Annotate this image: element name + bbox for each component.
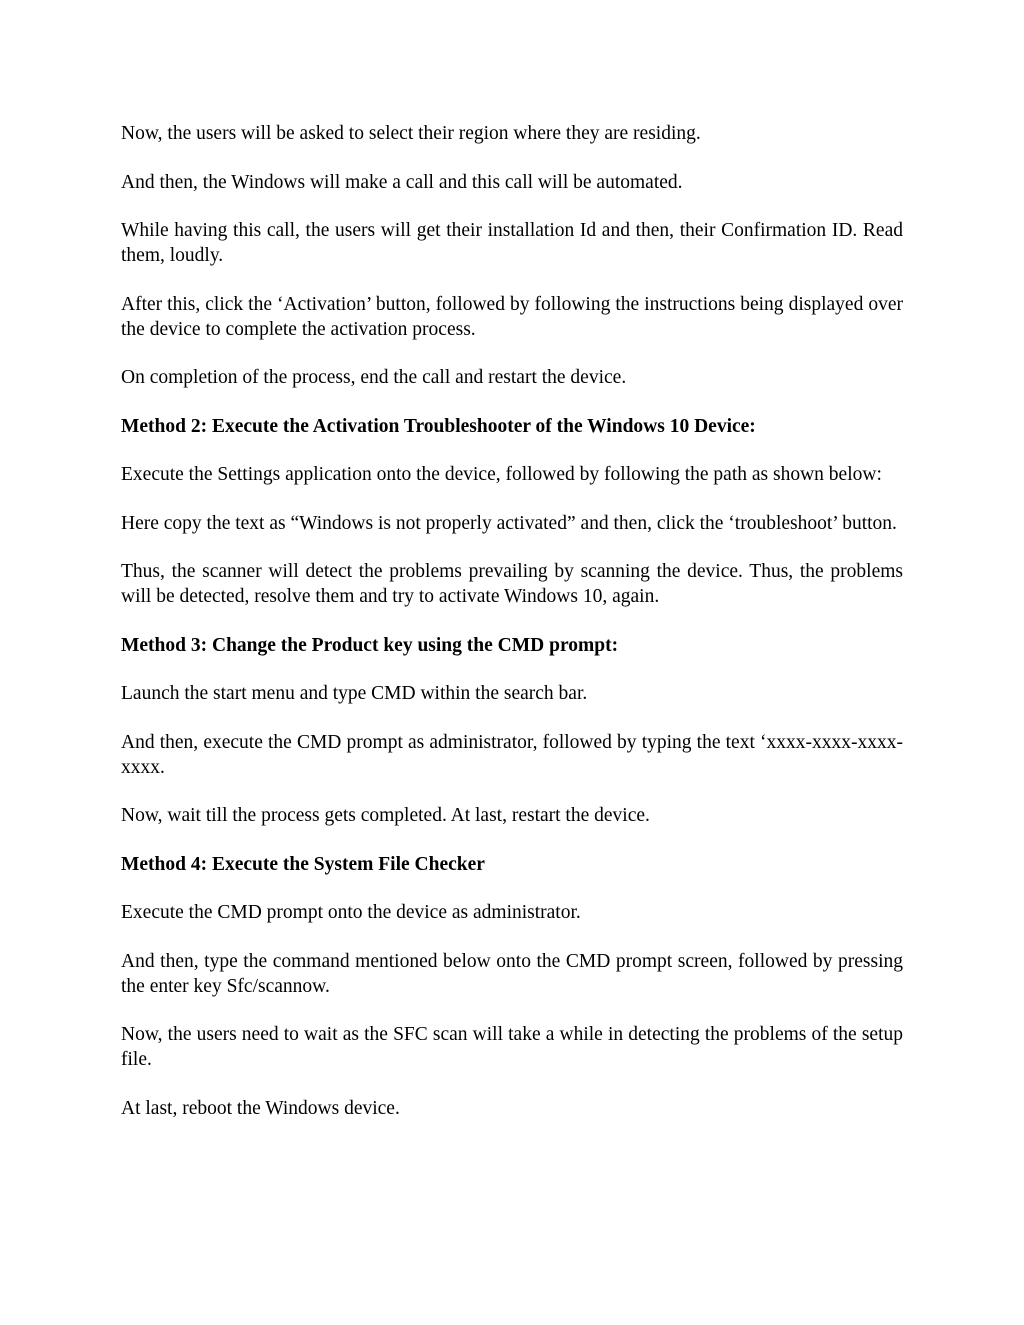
paragraph-settings-path: Execute the Settings application onto the device, followed by following the path as shown below: (121, 464, 882, 485)
paragraph-installation-id: While having this call, the users will get their installation Id and then, their Confirmation ID. Read them, loudly. (121, 220, 903, 266)
paragraph-scanner-detect: Thus, the scanner will detect the problems prevailing by scanning the device. Thus, the problems will be detected, resolve them and try to activate Windows 10, again. (121, 561, 903, 607)
paragraph-cmd-onto-device: Execute the CMD prompt onto the device as administrator. (121, 902, 581, 923)
paragraph-copy-text: Here copy the text as “Windows is not properly activated” and then, click the ‘troubleshoot’ button. (121, 512, 897, 534)
paragraph-wait-restart: Now, wait till the process gets completed. At last, restart the device. (121, 805, 650, 826)
paragraph-automated-call: And then, the Windows will make a call and this call will be automated. (121, 171, 683, 193)
paragraph-sfc-command: And then, type the command mentioned below onto the CMD prompt screen, followed by pressing the enter key Sfc/scannow. (121, 950, 903, 997)
heading-method-4: Method 4: Execute the System File Checker (121, 853, 485, 875)
paragraph-cmd-admin-key: And then, execute the CMD prompt as administrator, followed by typing the text ‘xxxx-xxxx-xxxx-xxxx. (121, 731, 903, 778)
heading-method-2: Method 2: Execute the Activation Troubleshooter of the Windows 10 Device: (121, 415, 756, 437)
paragraph-reboot: At last, reboot the Windows device. (121, 1097, 400, 1119)
heading-method-3: Method 3: Change the Product key using the CMD prompt: (121, 634, 619, 656)
paragraph-activation-button: After this, click the ‘Activation’ button, followed by following the instructions being displayed over the device to complete the activation process. (121, 293, 903, 340)
paragraph-end-call: On completion of the process, end the call and restart the device. (121, 367, 627, 388)
paragraph-select-region: Now, the users will be asked to select their region where they are residing. (121, 123, 701, 144)
paragraph-sfc-wait: Now, the users need to wait as the SFC scan will take a while in detecting the problems of the setup file. (121, 1024, 903, 1070)
document-body (121, 121, 903, 1144)
paragraph-launch-start-menu: Launch the start menu and type CMD within the search bar. (121, 683, 588, 704)
